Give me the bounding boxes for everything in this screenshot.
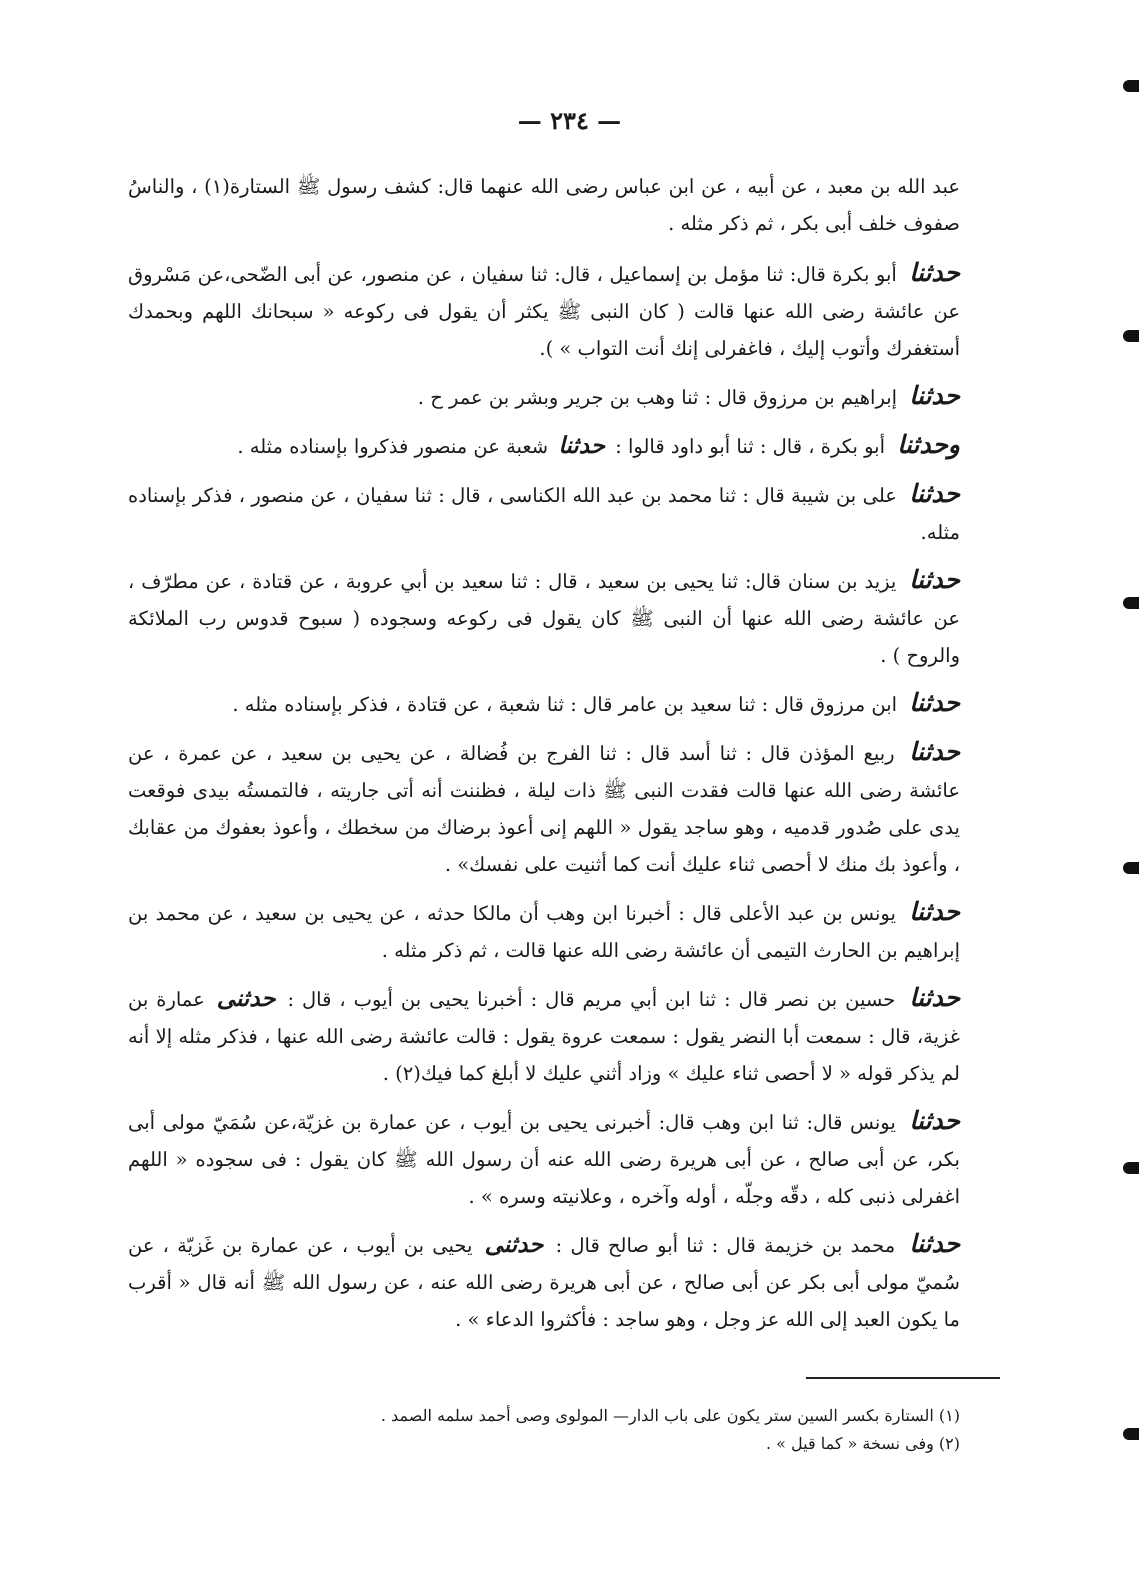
paragraph-7 [128, 733, 960, 883]
paragraph-4 [128, 475, 960, 551]
inline-opener: حدثنا [558, 433, 605, 459]
paragraph-2 [128, 377, 960, 416]
paragraph-text-after: شعبة عن منصور فذكروا بإسناده مثله . [237, 435, 549, 458]
paragraph-5 [128, 561, 960, 674]
paragraph-text: يونس قال: ثنا ابن وهب قال: أخبرنى يحيى بن أيوب ، عن عمارة بن غزيّة،عن سُمَيّ مولى أبى بكر، عن أبى صالح ، عن أبى هريرة رضى الله عنه أن رسول الله ﷺ كان يقول : فى سجوده « اللهم اغفرلى ذنبى كله ، دقّه وجلّه ، أوله وآخره ، وعلانيته وسره » . [128, 1111, 960, 1208]
hadith-opener: حدثنا [909, 1106, 961, 1135]
paragraph-1 [128, 254, 960, 367]
paragraph-text-after: يحيى بن أيوب ، عن عمارة بن غَزيّة ، عن سُميّ مولى أبى بكر عن أبى صالح ، عن أبى هريرة رضى الله عنه ، عن رسول الله ﷺ أنه قال « أقرب ما يكون العبد إلى الله عز وجل ، وهو ساجد : فأكثروا الدعاء » . [128, 1234, 960, 1331]
paragraph-8 [128, 893, 960, 969]
paragraph-10 [128, 1102, 960, 1215]
scan-edge-mark [1123, 862, 1139, 874]
footnote-2: (٢) وفى نسخة « كما قيل » . [765, 1434, 960, 1453]
hadith-opener: حدثنا [909, 479, 960, 508]
hadith-opener: حدثنا [909, 565, 960, 594]
paragraph-text: ربيع المؤذن قال : ثنا أسد قال : ثنا الفرج بن فُضالة ، عن يحيى بن سعيد ، عن عمرة ، عن عائشة رضى الله عنها قالت فقدت النبى ﷺ ذات ليلة ، فظننت أنه أتى جاريته ، فالتمستُه بيدى فوقعت يدى على صُدور قدميه ، وهو ساجد يقول « اللهم إنى أعوذ برضاك من سخطك ، وأعوذ بعفوك من عقابك ، وأعوذ بك منك لا أحصى ثناء عليك أنت كما أثنيت على نفسك» . [128, 742, 960, 876]
paragraph-text: عبد الله بن معبد ، عن أبيه ، عن ابن عباس رضى الله عنهما قال: كشف رسول ﷺ الستارة(١) ، والناسُ صفوف خلف أبى بكر ، ثم ذكر مثله . [128, 175, 960, 235]
paragraph-text-after: عمارة بن غزية، قال : سمعت أبا النضر يقول : سمعت عروة يقول : قالت عائشة رضى الله عنها ، فذكر مثله إلا أنه لم يذكر قوله « لا أحصى ثناء عليك » وزاد أثني عليك لا أبلغ كما فيك(٢) . [128, 988, 960, 1085]
scan-edge-mark [1123, 597, 1139, 609]
inline-opener: حدثنى [216, 986, 276, 1012]
hadith-opener: حدثنا [909, 737, 960, 766]
footnotes [300, 1402, 960, 1458]
hadith-opener: حدثنا [909, 897, 960, 926]
scan-edge-mark [1123, 330, 1139, 342]
main-text [128, 168, 960, 1348]
page-number: — ٢٣٤ — [517, 106, 622, 135]
hadith-opener: حدثنا [909, 258, 960, 287]
paragraph-text: ابن مرزوق قال : ثنا سعيد بن عامر قال : ثنا شعبة ، عن قتادة ، فذكر بإسناده مثله . [232, 693, 898, 716]
hadith-opener: حدثنا [909, 381, 960, 410]
paragraph-6 [128, 684, 960, 723]
paragraph-text: محمد بن خزيمة قال : ثنا أبو صالح قال : [555, 1234, 896, 1257]
inline-opener: حدثنى [484, 1232, 544, 1258]
paragraph-0 [128, 168, 960, 242]
hadith-opener: حدثنا [909, 1229, 961, 1258]
scan-edge-mark [1123, 1162, 1139, 1174]
paragraph-text: حسين بن نصر قال : ثنا ابن أبي مريم قال : أخبرنا يحيى بن أيوب ، قال : [287, 988, 896, 1011]
paragraph-9 [128, 979, 960, 1092]
paragraph-text: يزيد بن سنان قال: ثنا يحيى بن سعيد ، قال : ثنا سعيد بن أبي عروبة ، عن قتادة ، عن مطرّف ، عن عائشة رضى الله عنها أن النبى ﷺ كان يقول فى ركوعه وسجوده ( سبوح قدوس رب الملائكة والروح ) . [128, 570, 960, 667]
hadith-opener: حدثنا [909, 983, 961, 1012]
hadith-opener: حدثنا [909, 688, 960, 717]
paragraph-text: إبراهيم بن مرزوق قال : ثنا وهب بن جرير وبشر بن عمر ح . [417, 386, 898, 409]
scan-edge-mark [1123, 1428, 1139, 1440]
paragraph-text: على بن شيبة قال : ثنا محمد بن عبد الله الكناسى ، قال : ثنا سفيان ، عن منصور ، فذكر بإسناده مثله. [128, 484, 960, 544]
scan-edge-mark [1123, 80, 1139, 92]
paragraph-text: يونس بن عبد الأعلى قال : أخبرنا ابن وهب أن مالكا حدثه ، عن يحيى بن سعيد ، عن محمد بن إبراهيم بن الحارث التيمى أن عائشة رضى الله عنها قالت ، ثم ذكر مثله . [128, 902, 960, 962]
paragraph-text: أبو بكرة قال: ثنا مؤمل بن إسماعيل ، قال: ثنا سفيان ، عن منصور، عن أبى الضّحى،عن مَسْروق عن عائشة رضى الله عنها قالت ( كان النبى ﷺ يكثر أن يقول فى ركوعه « سبحانك اللهم وبحمدك أستغفرك وأتوب إليك ، فاغفرلى إنك أنت التواب » ). [128, 263, 960, 360]
paragraph-text: أبو بكرة ، قال : ثنا أبو داود قالوا : [615, 435, 886, 458]
paragraph-11 [128, 1225, 960, 1338]
footnote-divider [806, 1377, 1000, 1379]
footnote-1: (١) الستارة بكسر السين ستر يكون على باب الدار— المولوى وصى أحمد سلمه الصمد . [380, 1406, 960, 1425]
hadith-opener: وحدثنا [897, 430, 960, 459]
paragraph-3 [128, 426, 960, 465]
